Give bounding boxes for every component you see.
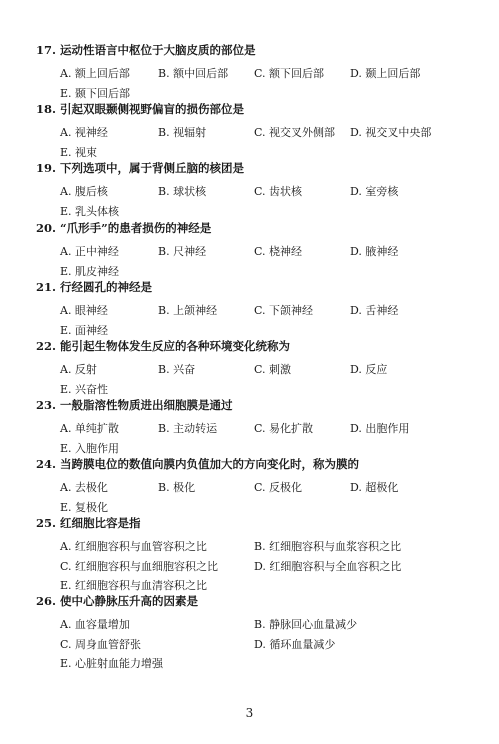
question-number: 24. (36, 457, 57, 471)
question-number: 26. (36, 594, 57, 608)
answer-option: D. 舌神经 (350, 304, 399, 317)
question-number: 19. (36, 161, 57, 175)
answer-option: D. 出胞作用 (350, 422, 410, 435)
answer-option: B. 上颌神经 (158, 304, 218, 317)
question-text: 行经圆孔的神经是 (60, 280, 152, 294)
question-number: 20. (36, 221, 57, 235)
answer-option: C. 红细胞容积与血细胞容积之比 (60, 559, 219, 573)
question-text: 一般脂溶性物质进出细胞膜是通过 (60, 398, 233, 412)
answer-option: C. 反极化 (254, 481, 303, 494)
question-text: 能引起生物体发生反应的各种环境变化统称为 (60, 339, 290, 353)
question-text: 引起双眼颞侧视野偏盲的损伤部位是 (60, 102, 244, 116)
answer-option: E. 兴奋性 (60, 382, 109, 396)
answer-option: D. 颞上回后部 (350, 67, 421, 80)
answer-option: B. 红细胞容积与血浆容积之比 (254, 540, 402, 553)
answer-option: A. 反射 (60, 363, 97, 376)
answer-option: D. 反应 (350, 363, 388, 376)
answer-option: D. 循环血量减少 (254, 637, 336, 651)
question-stem (36, 161, 244, 175)
question-number: 17. (36, 43, 57, 57)
question-stem (36, 280, 152, 294)
answer-option: B. 额中回后部 (158, 67, 229, 80)
question-number: 25. (36, 516, 57, 530)
question-text: “爪形手”的患者损伤的神经是 (60, 221, 212, 235)
answer-option: A. 正中神经 (60, 245, 119, 258)
question-stem (36, 221, 211, 235)
question-text: 红细胞比容是指 (60, 516, 141, 530)
answer-option: B. 极化 (158, 481, 196, 494)
answer-option: A. 去极化 (60, 481, 108, 494)
answer-option: E. 入胞作用 (60, 441, 120, 455)
question-number: 18. (36, 102, 57, 116)
answer-option: E. 颞下回后部 (60, 86, 131, 100)
answer-option: C. 刺激 (254, 363, 292, 376)
answer-option: B. 视辐射 (158, 126, 207, 139)
answer-option: E. 心脏射血能力增强 (60, 657, 164, 670)
answer-option: C. 下颌神经 (254, 304, 314, 317)
answer-option: A. 眼神经 (60, 304, 108, 317)
answer-option: C. 周身血管舒张 (60, 637, 142, 651)
question-text: 使中心静脉压升高的因素是 (60, 594, 198, 608)
question-stem (36, 516, 141, 530)
question-stem (36, 457, 359, 471)
question-text: 当跨膜电位的数值向膜内负值加大的方向变化时，称为膜的 (60, 457, 359, 471)
answer-option: D. 红细胞容积与全血容积之比 (254, 559, 402, 573)
answer-option: D. 室旁核 (350, 185, 399, 198)
answer-option: C. 易化扩散 (254, 422, 314, 435)
answer-option: B. 静脉回心血量减少 (254, 618, 358, 631)
answer-option: E. 视束 (60, 145, 98, 159)
answer-option: C. 齿状核 (254, 185, 303, 198)
answer-option: D. 视交叉中央部 (350, 126, 432, 139)
answer-option: E. 乳头体核 (60, 204, 120, 218)
answer-option: A. 额上回后部 (60, 67, 130, 80)
answer-option: E. 面神经 (60, 323, 109, 337)
answer-option: C. 桡神经 (254, 245, 303, 258)
question-stem (36, 102, 244, 116)
page-number: 3 (245, 706, 254, 720)
answer-option: A. 单纯扩散 (60, 422, 119, 435)
answer-option: E. 复极化 (60, 500, 109, 514)
answer-option: D. 腋神经 (350, 245, 399, 258)
answer-option: C. 视交叉外侧部 (254, 126, 336, 139)
question-text: 下列选项中，属于背侧丘脑的核团是 (60, 161, 244, 175)
answer-option: D. 超极化 (350, 481, 399, 494)
question-number: 21. (36, 280, 57, 294)
question-stem (36, 594, 198, 608)
answer-option: B. 兴奋 (158, 363, 196, 376)
answer-option: E. 红细胞容积与血清容积之比 (60, 579, 208, 592)
question-stem (36, 339, 290, 353)
answer-option: C. 额下回后部 (254, 67, 325, 80)
question-stem (36, 398, 233, 412)
answer-option: A. 腹后核 (60, 185, 108, 198)
question-text: 运动性语言中枢位于大脑皮质的部位是 (60, 43, 256, 57)
question-number: 22. (36, 339, 57, 353)
answer-option: A. 血容量增加 (60, 618, 130, 631)
answer-option: E. 肌皮神经 (60, 264, 120, 278)
question-number: 23. (36, 398, 57, 412)
answer-option: B. 球状核 (158, 185, 207, 198)
answer-option: B. 主动转运 (158, 422, 218, 435)
question-stem (36, 43, 256, 57)
answer-option: A. 视神经 (60, 126, 108, 139)
answer-option: A. 红细胞容积与血管容积之比 (60, 540, 207, 553)
answer-option: B. 尺神经 (158, 245, 207, 258)
